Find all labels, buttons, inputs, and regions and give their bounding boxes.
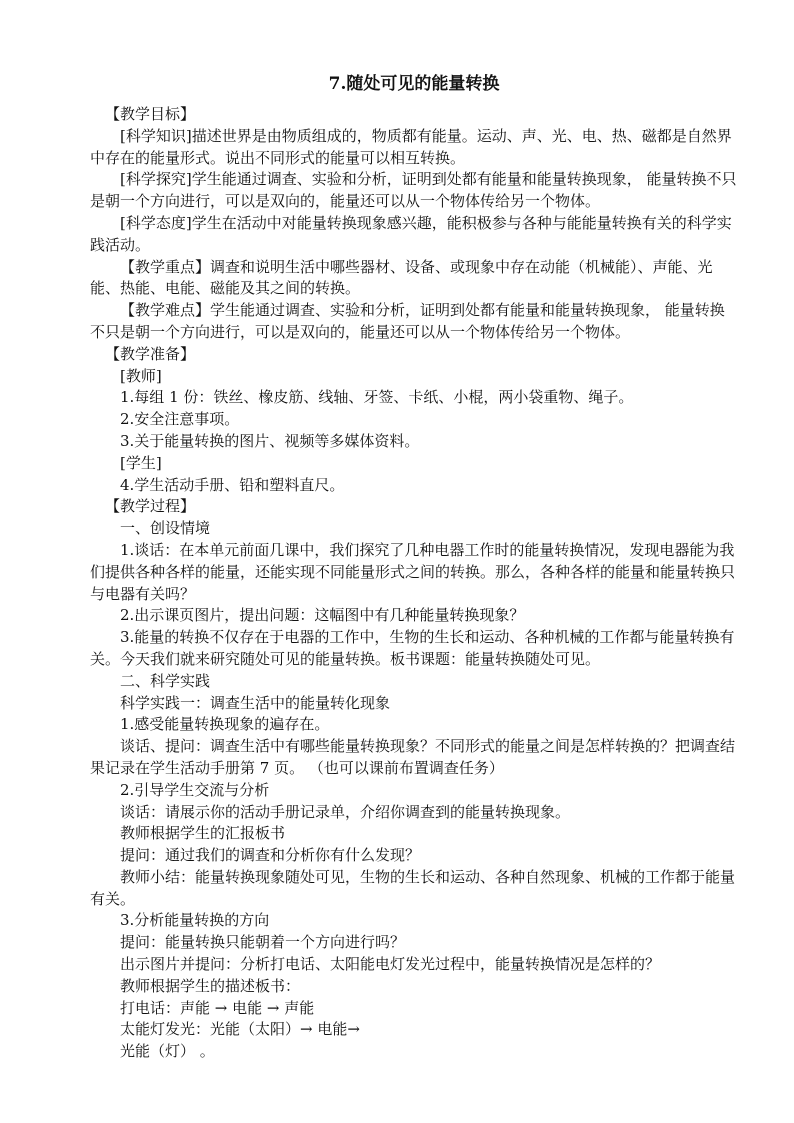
paragraph: [科学知识]描述世界是由物质组成的，物质都有能量。运动、声、光、电、热、磁都是自然界中存在的能量形式。说出不同形式的能量可以相互转换。: [90, 126, 732, 167]
document-title: 7.随处可见的能量转换: [328, 74, 500, 94]
paragraph: 2.安全注意事项。: [120, 410, 240, 429]
paragraph: 出示图片并提问：分析打电话、太阳能电灯发光过程中，能量转换情况是怎样的？: [120, 955, 661, 974]
paragraph: 4.学生活动手册、铅和塑料直尺。: [120, 475, 345, 494]
paragraph: [科学探究]学生能通过调查、实验和分析，证明到处都有能量和能量转换现象， 能量转换不只是朝一个方向进行，可以是双向的，能量还可以从一个物体传给另一个物体。: [90, 170, 737, 211]
paragraph: 谈话、提问：调查生活中有哪些能量转换现象？不同形式的能量之间是怎样转换的？把调查结果记录在学生活动手册第 7 页。 （也可以课前布置调查任务）: [90, 737, 736, 777]
paragraph: 1.谈话：在本单元前面几课中，我们探究了几种电器工作时的能量转换情况，发现电器能为我们提供各种各样的能量，还能实现不同能量形式之间的转换。那么，各种各样的能量和能量转换只与电器有关吗？: [90, 540, 736, 603]
paragraph: 光能（灯） 。: [120, 1042, 215, 1061]
paragraph: 打电话：声能 → 电能 → 声能: [120, 998, 315, 1017]
paragraph: 1.感受能量转换现象的遍存在。: [120, 715, 330, 734]
paragraph: 【教学目标】: [105, 105, 196, 123]
paragraph: 提问：能量转换只能朝着一个方向进行吗？: [120, 933, 406, 952]
paragraph: 1.每组 1 份：铁丝、橡皮筋、线轴、牙签、卡纸、小棍，两小袋重物、绳子。: [120, 388, 634, 407]
paragraph: 3.分析能量转换的方向: [120, 911, 270, 930]
paragraph: [教师]: [120, 366, 162, 385]
paragraph: [科学态度]学生在活动中对能量转换现象感兴趣，能积极参与各种与能能量转换有关的科学实践活动。: [90, 213, 732, 254]
paragraph: 一、创设情境: [120, 519, 211, 538]
paragraph: 【教学难点】学生能通过调查、实验和分析，证明到处都有能量和能量转换现象， 能量转换不只是朝一个方向进行，可以是双向的，能量还可以从一个物体传给另一个物体。: [90, 301, 725, 341]
paragraph: 教师根据学生的描述板书：: [120, 976, 301, 995]
paragraph: [学生]: [120, 453, 162, 472]
paragraph: 科学实践一：调查生活中的能量转化现象: [120, 693, 391, 712]
paragraph: 教师小结：能量转换现象随处可见，生物的生长和运动、各种自然现象、机械的工作都于能量有关。: [90, 867, 736, 908]
paragraph: 【教学重点】调查和说明生活中哪些器材、设备、或现象中存在动能（机械能）、声能、光能、热能、电能、磁能及其之间的转换。: [90, 257, 713, 298]
paragraph: 谈话：请展示你的活动手册记录单，介绍你调查到的能量转换现象。: [120, 802, 571, 821]
paragraph: 2.引导学生交流与分析: [120, 780, 270, 799]
paragraph: 【教学过程】: [105, 497, 196, 516]
paragraph: 提问：通过我们的调查和分析你有什么发现？: [120, 846, 421, 865]
paragraph: 3.能量的转换不仅存在于电器的工作中，生物的生长和运动、各种机械的工作都与能量转换有关。今天我们就来研究随处可见的能量转换。板书课题：能量转换随处可见。: [90, 628, 735, 668]
paragraph: 3.关于能量转换的图片、视频等多媒体资料。: [120, 431, 420, 450]
document-body: [90, 104, 738, 1063]
paragraph: 2.出示课页图片，提出问题：这幅图中有几种能量转换现象？: [120, 606, 525, 625]
paragraph: 教师根据学生的汇报板书: [120, 824, 286, 843]
paragraph: 【教学准备】: [105, 344, 196, 363]
paragraph: 二、科学实践: [120, 671, 211, 690]
paragraph: 太能灯发光：光能（太阳）→ 电能→: [120, 1020, 360, 1039]
